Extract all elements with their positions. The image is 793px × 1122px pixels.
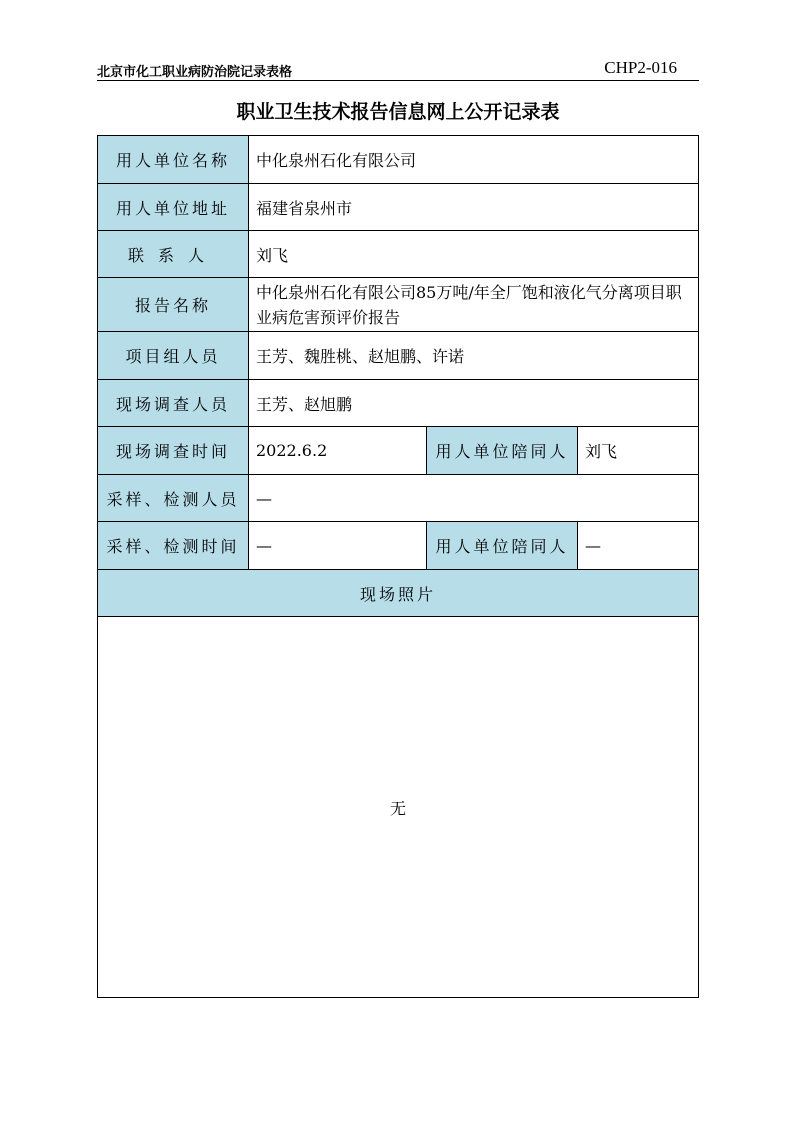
survey-time-value: 2022.6.2 bbox=[249, 427, 427, 475]
form-code: CHP2-016 bbox=[604, 58, 677, 77]
sampling-staff-value: — bbox=[249, 475, 699, 522]
sampling-staff-label: 采样、检测人员 bbox=[98, 475, 249, 522]
survey-staff-label: 现场调查人员 bbox=[98, 380, 249, 427]
team-label: 项目组人员 bbox=[98, 332, 249, 380]
employer-address-value: 福建省泉州市 bbox=[249, 184, 699, 231]
photos-label: 现场照片 bbox=[98, 570, 699, 617]
sampling-time-value: — bbox=[249, 522, 427, 570]
row-team bbox=[98, 332, 699, 380]
row-report-name bbox=[98, 278, 699, 332]
sampling-companion-label: 用人单位陪同人 bbox=[427, 522, 578, 570]
row-survey-time bbox=[98, 427, 699, 475]
report-name-label: 报告名称 bbox=[98, 278, 249, 332]
document-header bbox=[97, 58, 699, 81]
row-photos-header bbox=[98, 570, 699, 617]
employer-address-label: 用人单位地址 bbox=[98, 184, 249, 231]
contact-value: 刘飞 bbox=[249, 231, 699, 278]
contact-label: 联系人 bbox=[98, 231, 249, 278]
row-employer-address bbox=[98, 184, 699, 231]
employer-name-label: 用人单位名称 bbox=[98, 136, 249, 184]
row-survey-staff bbox=[98, 380, 699, 427]
page-title: 职业卫生技术报告信息网上公开记录表 bbox=[236, 101, 560, 123]
row-sampling-staff bbox=[98, 475, 699, 522]
row-sampling-time bbox=[98, 522, 699, 570]
survey-companion-label: 用人单位陪同人 bbox=[427, 427, 578, 475]
survey-staff-value: 王芳、赵旭鹏 bbox=[249, 380, 699, 427]
row-photos-body bbox=[98, 617, 699, 998]
record-form-table bbox=[97, 135, 699, 998]
report-name-value: 中化泉州石化有限公司85万吨/年全厂饱和液化气分离项目职业病危害预评价报告 bbox=[249, 278, 699, 332]
sampling-companion-value: — bbox=[578, 522, 699, 570]
employer-name-value: 中化泉州石化有限公司 bbox=[249, 136, 699, 184]
photos-value: 无 bbox=[98, 617, 699, 998]
sampling-time-label: 采样、检测时间 bbox=[98, 522, 249, 570]
survey-time-label: 现场调查时间 bbox=[98, 427, 249, 475]
organization-name: 北京市化工职业病防治院记录表格 bbox=[97, 65, 293, 80]
survey-companion-value: 刘飞 bbox=[578, 427, 699, 475]
row-contact bbox=[98, 231, 699, 278]
team-value: 王芳、魏胜桃、赵旭鹏、许诺 bbox=[249, 332, 699, 380]
row-employer-name bbox=[98, 136, 699, 184]
